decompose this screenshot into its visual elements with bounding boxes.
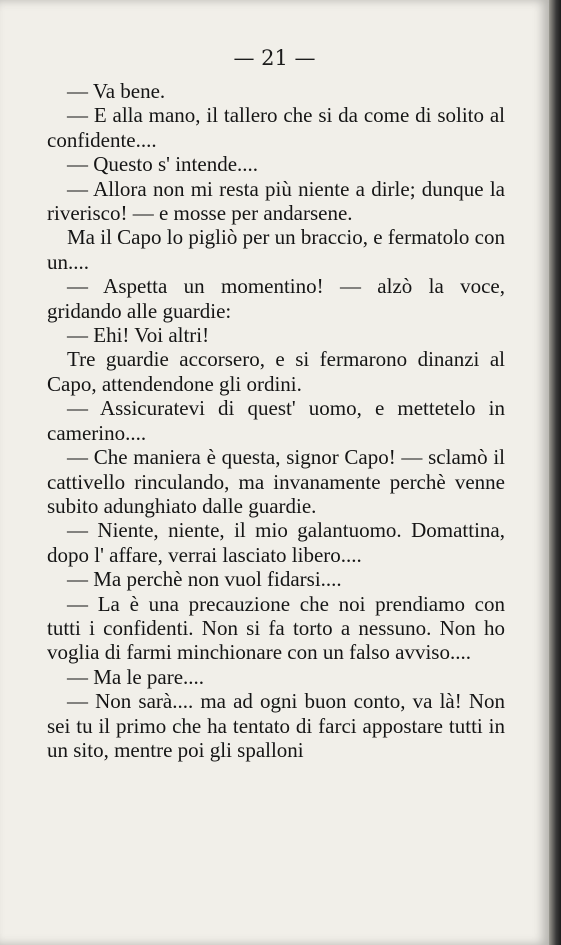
paragraph: — Ehi! Voi altri!: [67, 323, 210, 348]
paragraph: — Non sarà.... ma ad ogni buon conto, va là! Non sei tu il primo che ha tentato di farci appostare tutti in un sito, mentre poi gli spalloni: [47, 689, 505, 762]
paragraph: — La è una precauzione che noi prendiamo con tutti i confidenti. Non si fa torto a nessuno. Non ho voglia di farmi minchionare con un falso avviso....: [47, 591, 505, 665]
paragraph: — Ma le pare....: [67, 664, 205, 689]
body-text: [47, 79, 505, 762]
paragraph: — E alla mano, il tallero che si da come di solito al confidente....: [47, 103, 505, 152]
paragraph: — Ma perchè non vuol fidarsi....: [67, 567, 342, 592]
paragraph: Ma il Capo lo pigliò per un braccio, e fermatolo con un....: [47, 225, 505, 274]
paragraph: Tre guardie accorsero, e si fermarono dinanzi al Capo, attendendone gli ordini.: [47, 347, 505, 396]
paragraph: — Aspetta un momentino! — alzò la voce, gridando alle guardie:: [47, 274, 505, 323]
paragraph: — Questo s' intende....: [67, 152, 259, 177]
page-edge: [549, 0, 561, 945]
paragraph: — Assicuratevi di quest' uomo, e mettetelo in camerino....: [47, 396, 505, 445]
paragraph: — Che maniera è questa, signor Capo! — sclamò il cattivello rinculando, ma invanamente perchè venne subito adunghiato dalle guardie.: [47, 445, 505, 518]
page-number: — 21 —: [233, 46, 316, 70]
paragraph: — Allora non mi resta più niente a dirle; dunque la riverisco! — e mosse per andarsene.: [47, 176, 505, 226]
paragraph: — Niente, niente, il mio galantuomo. Domattina, dopo l' affare, verrai lasciato libero....: [47, 518, 505, 567]
paragraph: — Va bene.: [67, 79, 166, 103]
